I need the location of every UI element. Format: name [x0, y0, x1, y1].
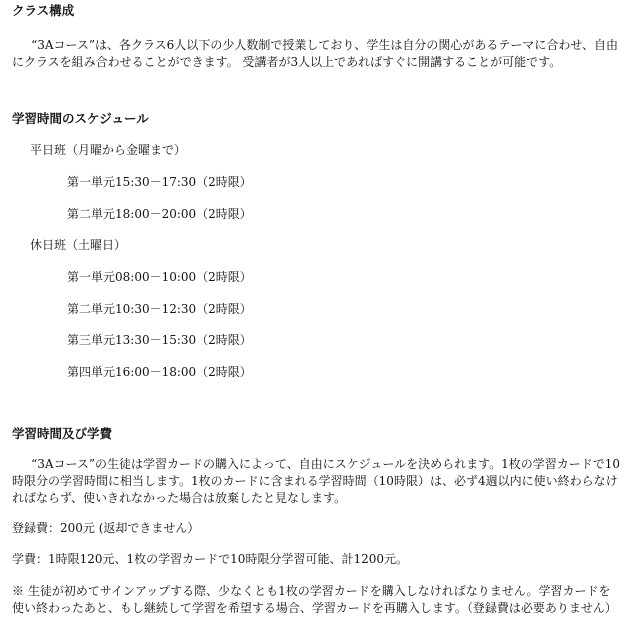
- class-structure-heading: クラス構成: [12, 3, 75, 18]
- weekday-class-title: 平日班（月曜から金曜まで）: [30, 143, 187, 157]
- weekday-unit-1: 第一単元15:30－17:30（2時限）: [67, 175, 252, 189]
- fees-paragraph: “3Aコース”の生徒は学習カードの購入によって、自由にスケジュールを決められます。1枚の学習カードで10時限分の学習時間に相当します。1枚のカードに含まれる学習時間（10時限）は、必ず4週以内に使い終わらなければならず、使いきれなかった場合は放棄したと見なします。: [12, 457, 621, 505]
- holiday-unit-2: 第二単元10:30－12:30（2時限）: [67, 302, 252, 316]
- weekday-unit-2: 第二単元18:00－20:00（2時限）: [67, 207, 252, 221]
- holiday-unit-1: 第一単元08:00－10:00（2時限）: [67, 270, 252, 284]
- registration-fee: 登録費：200元 (返却できません）: [12, 521, 200, 535]
- holiday-class-title: 休日班（土曜日）: [30, 238, 127, 252]
- schedule-heading: 学習時間のスケジュール: [12, 111, 149, 126]
- fees-heading: 学習時間及び学費: [12, 426, 113, 441]
- fees-note: ※ 生徒が初めてサインアップする際、少なくとも1枚の学習カードを購入しなければなりません。学習カードを使い終わったあと、もし継続して学習を希望する場合、学習カードを再購入します。（登録費は必要ありません）: [12, 584, 617, 615]
- holiday-unit-4: 第四単元16:00－18:00（2時限）: [67, 365, 252, 379]
- holiday-unit-3: 第三単元13:30－15:30（2時限）: [67, 333, 252, 347]
- tuition-fee: 学費：1時限120元、1枚の学習カードで10時限分学習可能、計1200元。: [12, 552, 408, 566]
- class-structure-paragraph: “3Aコース”は、各クラス6人以下の少人数制で授業しており、学生は自分の関心があるテーマに合わせ、自由にクラスを組み合わせることができます。 受講者が3人以上であればすぐに開講することが可能です。: [12, 38, 618, 69]
